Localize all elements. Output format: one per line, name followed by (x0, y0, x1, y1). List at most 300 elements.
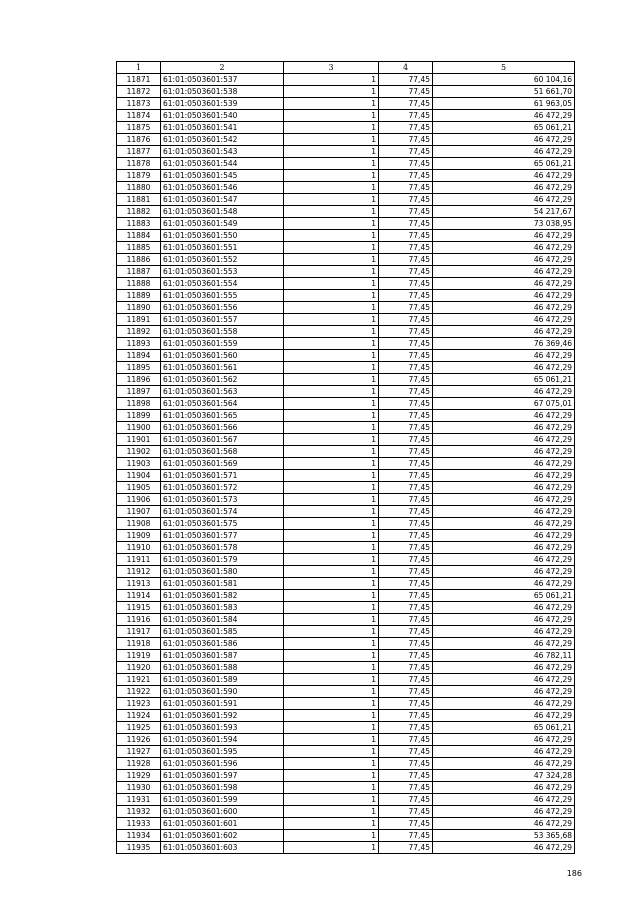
table-row (117, 770, 575, 782)
table-row (117, 98, 575, 110)
price-cell: 77,45 (379, 254, 433, 266)
row-number-cell: 11928 (117, 758, 161, 770)
table-row (117, 122, 575, 134)
cadastral-number-cell: 61:01:0503601:563 (161, 386, 284, 398)
cadastral-number-cell: 61:01:0503601:552 (161, 254, 284, 266)
price-cell: 77,45 (379, 326, 433, 338)
price-cell: 77,45 (379, 146, 433, 158)
quantity-cell: 1 (284, 122, 379, 134)
quantity-cell: 1 (284, 302, 379, 314)
table-row (117, 530, 575, 542)
quantity-cell: 1 (284, 674, 379, 686)
table-row (117, 710, 575, 722)
table-row (117, 326, 575, 338)
table-row (117, 794, 575, 806)
quantity-cell: 1 (284, 482, 379, 494)
quantity-cell: 1 (284, 758, 379, 770)
price-cell: 77,45 (379, 650, 433, 662)
row-number-cell: 11879 (117, 170, 161, 182)
quantity-cell: 1 (284, 158, 379, 170)
table-row (117, 206, 575, 218)
amount-cell: 46 472,29 (433, 614, 575, 626)
amount-cell: 46 472,29 (433, 662, 575, 674)
cadastral-number-cell: 61:01:0503601:543 (161, 146, 284, 158)
quantity-cell: 1 (284, 530, 379, 542)
quantity-cell: 1 (284, 626, 379, 638)
cadastral-number-cell: 61:01:0503601:603 (161, 842, 284, 854)
cadastral-number-cell: 61:01:0503601:593 (161, 722, 284, 734)
row-number-cell: 11903 (117, 458, 161, 470)
price-cell: 77,45 (379, 602, 433, 614)
row-number-cell: 11872 (117, 86, 161, 98)
cadastral-number-cell: 61:01:0503601:547 (161, 194, 284, 206)
row-number-cell: 11904 (117, 470, 161, 482)
table-row (117, 578, 575, 590)
table-row (117, 218, 575, 230)
amount-cell: 46 472,29 (433, 494, 575, 506)
cadastral-number-cell: 61:01:0503601:571 (161, 470, 284, 482)
price-cell: 77,45 (379, 830, 433, 842)
quantity-cell: 1 (284, 842, 379, 854)
quantity-cell: 1 (284, 566, 379, 578)
quantity-cell: 1 (284, 650, 379, 662)
amount-cell: 46 472,29 (433, 470, 575, 482)
amount-cell: 46 472,29 (433, 410, 575, 422)
amount-cell: 46 472,29 (433, 362, 575, 374)
amount-cell: 46 472,29 (433, 458, 575, 470)
quantity-cell: 1 (284, 386, 379, 398)
amount-cell: 46 472,29 (433, 602, 575, 614)
price-cell: 77,45 (379, 758, 433, 770)
cadastral-number-cell: 61:01:0503601:582 (161, 590, 284, 602)
row-number-cell: 11935 (117, 842, 161, 854)
cadastral-number-cell: 61:01:0503601:551 (161, 242, 284, 254)
quantity-cell: 1 (284, 266, 379, 278)
amount-cell: 65 061,21 (433, 722, 575, 734)
row-number-cell: 11881 (117, 194, 161, 206)
cadastral-number-cell: 61:01:0503601:586 (161, 638, 284, 650)
price-cell: 77,45 (379, 302, 433, 314)
quantity-cell: 1 (284, 194, 379, 206)
cadastral-number-cell: 61:01:0503601:584 (161, 614, 284, 626)
column-header-3: 3 (284, 62, 379, 74)
cadastral-number-cell: 61:01:0503601:565 (161, 410, 284, 422)
row-number-cell: 11874 (117, 110, 161, 122)
row-number-cell: 11917 (117, 626, 161, 638)
amount-cell: 46 472,29 (433, 758, 575, 770)
quantity-cell: 1 (284, 458, 379, 470)
row-number-cell: 11896 (117, 374, 161, 386)
amount-cell: 46 472,29 (433, 242, 575, 254)
cadastral-number-cell: 61:01:0503601:573 (161, 494, 284, 506)
table-row (117, 722, 575, 734)
cadastral-number-cell: 61:01:0503601:599 (161, 794, 284, 806)
row-number-cell: 11890 (117, 302, 161, 314)
table-row (117, 362, 575, 374)
table-row (117, 254, 575, 266)
row-number-cell: 11906 (117, 494, 161, 506)
row-number-cell: 11873 (117, 98, 161, 110)
quantity-cell: 1 (284, 602, 379, 614)
amount-cell: 46 472,29 (433, 290, 575, 302)
row-number-cell: 11930 (117, 782, 161, 794)
price-cell: 77,45 (379, 578, 433, 590)
quantity-cell: 1 (284, 98, 379, 110)
amount-cell: 46 472,29 (433, 326, 575, 338)
price-cell: 77,45 (379, 290, 433, 302)
cadastral-table (116, 61, 575, 854)
table-row (117, 110, 575, 122)
table-row (117, 758, 575, 770)
table-row (117, 506, 575, 518)
amount-cell: 46 472,29 (433, 686, 575, 698)
quantity-cell: 1 (284, 830, 379, 842)
price-cell: 77,45 (379, 674, 433, 686)
price-cell: 77,45 (379, 470, 433, 482)
price-cell: 77,45 (379, 638, 433, 650)
cadastral-number-cell: 61:01:0503601:600 (161, 806, 284, 818)
price-cell: 77,45 (379, 98, 433, 110)
row-number-cell: 11933 (117, 818, 161, 830)
cadastral-number-cell: 61:01:0503601:581 (161, 578, 284, 590)
amount-cell: 46 472,29 (433, 842, 575, 854)
quantity-cell: 1 (284, 734, 379, 746)
price-cell: 77,45 (379, 434, 433, 446)
quantity-cell: 1 (284, 434, 379, 446)
amount-cell: 46 472,29 (433, 146, 575, 158)
page-number: 186 (566, 869, 582, 878)
row-number-cell: 11880 (117, 182, 161, 194)
quantity-cell: 1 (284, 362, 379, 374)
row-number-cell: 11920 (117, 662, 161, 674)
amount-cell: 65 061,21 (433, 590, 575, 602)
price-cell: 77,45 (379, 722, 433, 734)
price-cell: 77,45 (379, 566, 433, 578)
quantity-cell: 1 (284, 746, 379, 758)
amount-cell: 47 324,28 (433, 770, 575, 782)
table-row (117, 446, 575, 458)
cadastral-number-cell: 61:01:0503601:544 (161, 158, 284, 170)
price-cell: 77,45 (379, 494, 433, 506)
cadastral-number-cell: 61:01:0503601:541 (161, 122, 284, 134)
table-row (117, 818, 575, 830)
price-cell: 77,45 (379, 818, 433, 830)
cadastral-number-cell: 61:01:0503601:580 (161, 566, 284, 578)
row-number-cell: 11899 (117, 410, 161, 422)
quantity-cell: 1 (284, 818, 379, 830)
quantity-cell: 1 (284, 218, 379, 230)
cadastral-number-cell: 61:01:0503601:585 (161, 626, 284, 638)
cadastral-number-cell: 61:01:0503601:578 (161, 542, 284, 554)
price-cell: 77,45 (379, 422, 433, 434)
cadastral-number-cell: 61:01:0503601:545 (161, 170, 284, 182)
row-number-cell: 11934 (117, 830, 161, 842)
amount-cell: 46 472,29 (433, 818, 575, 830)
table-row (117, 146, 575, 158)
row-number-cell: 11875 (117, 122, 161, 134)
quantity-cell: 1 (284, 542, 379, 554)
price-cell: 77,45 (379, 590, 433, 602)
price-cell: 77,45 (379, 338, 433, 350)
table-row (117, 350, 575, 362)
price-cell: 77,45 (379, 110, 433, 122)
table-row (117, 398, 575, 410)
column-header-4: 4 (379, 62, 433, 74)
amount-cell: 46 472,29 (433, 506, 575, 518)
cadastral-number-cell: 61:01:0503601:575 (161, 518, 284, 530)
cadastral-number-cell: 61:01:0503601:567 (161, 434, 284, 446)
cadastral-number-cell: 61:01:0503601:546 (161, 182, 284, 194)
cadastral-number-cell: 61:01:0503601:574 (161, 506, 284, 518)
table-row (117, 410, 575, 422)
row-number-cell: 11876 (117, 134, 161, 146)
table-row (117, 806, 575, 818)
table-row (117, 614, 575, 626)
quantity-cell: 1 (284, 374, 379, 386)
cadastral-number-cell: 61:01:0503601:602 (161, 830, 284, 842)
amount-cell: 46 472,29 (433, 638, 575, 650)
price-cell: 77,45 (379, 806, 433, 818)
price-cell: 77,45 (379, 86, 433, 98)
cadastral-number-cell: 61:01:0503601:590 (161, 686, 284, 698)
amount-cell: 46 472,29 (433, 674, 575, 686)
table-row (117, 650, 575, 662)
amount-cell: 46 782,11 (433, 650, 575, 662)
amount-cell: 46 472,29 (433, 530, 575, 542)
amount-cell: 46 472,29 (433, 578, 575, 590)
quantity-cell: 1 (284, 182, 379, 194)
cadastral-number-cell: 61:01:0503601:588 (161, 662, 284, 674)
table-row (117, 194, 575, 206)
row-number-cell: 11907 (117, 506, 161, 518)
amount-cell: 46 472,29 (433, 554, 575, 566)
table-row (117, 242, 575, 254)
price-cell: 77,45 (379, 530, 433, 542)
row-number-cell: 11929 (117, 770, 161, 782)
cadastral-number-cell: 61:01:0503601:542 (161, 134, 284, 146)
row-number-cell: 11878 (117, 158, 161, 170)
cadastral-number-cell: 61:01:0503601:601 (161, 818, 284, 830)
amount-cell: 65 061,21 (433, 374, 575, 386)
row-number-cell: 11885 (117, 242, 161, 254)
row-number-cell: 11931 (117, 794, 161, 806)
table-row (117, 422, 575, 434)
row-number-cell: 11910 (117, 542, 161, 554)
amount-cell: 61 963,05 (433, 98, 575, 110)
row-number-cell: 11915 (117, 602, 161, 614)
quantity-cell: 1 (284, 134, 379, 146)
row-number-cell: 11882 (117, 206, 161, 218)
amount-cell: 46 472,29 (433, 794, 575, 806)
quantity-cell: 1 (284, 230, 379, 242)
table-row (117, 74, 575, 86)
amount-cell: 46 472,29 (433, 422, 575, 434)
row-number-cell: 11922 (117, 686, 161, 698)
cadastral-number-cell: 61:01:0503601:559 (161, 338, 284, 350)
table-row (117, 290, 575, 302)
row-number-cell: 11871 (117, 74, 161, 86)
price-cell: 77,45 (379, 710, 433, 722)
cadastral-number-cell: 61:01:0503601:564 (161, 398, 284, 410)
table-row (117, 374, 575, 386)
table-row (117, 386, 575, 398)
cadastral-number-cell: 61:01:0503601:549 (161, 218, 284, 230)
quantity-cell: 1 (284, 422, 379, 434)
amount-cell: 46 472,29 (433, 806, 575, 818)
cadastral-number-cell: 61:01:0503601:572 (161, 482, 284, 494)
quantity-cell: 1 (284, 686, 379, 698)
row-number-cell: 11908 (117, 518, 161, 530)
quantity-cell: 1 (284, 74, 379, 86)
price-cell: 77,45 (379, 266, 433, 278)
quantity-cell: 1 (284, 590, 379, 602)
price-cell: 77,45 (379, 626, 433, 638)
table-row (117, 494, 575, 506)
header-row (117, 62, 575, 74)
amount-cell: 46 472,29 (433, 542, 575, 554)
amount-cell: 46 472,29 (433, 566, 575, 578)
price-cell: 77,45 (379, 698, 433, 710)
quantity-cell: 1 (284, 506, 379, 518)
amount-cell: 54 217,67 (433, 206, 575, 218)
cadastral-number-cell: 61:01:0503601:553 (161, 266, 284, 278)
table-row (117, 458, 575, 470)
table-row (117, 470, 575, 482)
row-number-cell: 11894 (117, 350, 161, 362)
quantity-cell: 1 (284, 338, 379, 350)
quantity-cell: 1 (284, 698, 379, 710)
amount-cell: 46 472,29 (433, 182, 575, 194)
row-number-cell: 11932 (117, 806, 161, 818)
cadastral-number-cell: 61:01:0503601:550 (161, 230, 284, 242)
quantity-cell: 1 (284, 110, 379, 122)
cadastral-number-cell: 61:01:0503601:591 (161, 698, 284, 710)
amount-cell: 46 472,29 (433, 278, 575, 290)
row-number-cell: 11883 (117, 218, 161, 230)
price-cell: 77,45 (379, 662, 433, 674)
table-row (117, 302, 575, 314)
table-row (117, 638, 575, 650)
table-row (117, 434, 575, 446)
table-row (117, 170, 575, 182)
amount-cell: 46 472,29 (433, 254, 575, 266)
column-header-1: 1 (117, 62, 161, 74)
price-cell: 77,45 (379, 74, 433, 86)
table-row (117, 338, 575, 350)
quantity-cell: 1 (284, 290, 379, 302)
cadastral-number-cell: 61:01:0503601:579 (161, 554, 284, 566)
quantity-cell: 1 (284, 446, 379, 458)
cadastral-table-container (116, 61, 575, 854)
amount-cell: 46 472,29 (433, 386, 575, 398)
table-row (117, 266, 575, 278)
price-cell: 77,45 (379, 410, 433, 422)
table-row (117, 554, 575, 566)
amount-cell: 65 061,21 (433, 122, 575, 134)
amount-cell: 46 472,29 (433, 266, 575, 278)
price-cell: 77,45 (379, 206, 433, 218)
cadastral-number-cell: 61:01:0503601:561 (161, 362, 284, 374)
quantity-cell: 1 (284, 410, 379, 422)
price-cell: 77,45 (379, 482, 433, 494)
quantity-cell: 1 (284, 794, 379, 806)
row-number-cell: 11926 (117, 734, 161, 746)
cadastral-number-cell: 61:01:0503601:556 (161, 302, 284, 314)
table-row (117, 566, 575, 578)
cadastral-number-cell: 61:01:0503601:583 (161, 602, 284, 614)
cadastral-number-cell: 61:01:0503601:539 (161, 98, 284, 110)
row-number-cell: 11901 (117, 434, 161, 446)
row-number-cell: 11893 (117, 338, 161, 350)
cadastral-number-cell: 61:01:0503601:595 (161, 746, 284, 758)
cadastral-number-cell: 61:01:0503601:548 (161, 206, 284, 218)
amount-cell: 67 075,01 (433, 398, 575, 410)
price-cell: 77,45 (379, 518, 433, 530)
cadastral-number-cell: 61:01:0503601:598 (161, 782, 284, 794)
price-cell: 77,45 (379, 770, 433, 782)
row-number-cell: 11900 (117, 422, 161, 434)
amount-cell: 65 061,21 (433, 158, 575, 170)
row-number-cell: 11916 (117, 614, 161, 626)
amount-cell: 73 038,95 (433, 218, 575, 230)
row-number-cell: 11898 (117, 398, 161, 410)
quantity-cell: 1 (284, 662, 379, 674)
quantity-cell: 1 (284, 206, 379, 218)
cadastral-number-cell: 61:01:0503601:568 (161, 446, 284, 458)
price-cell: 77,45 (379, 734, 433, 746)
price-cell: 77,45 (379, 686, 433, 698)
row-number-cell: 11889 (117, 290, 161, 302)
quantity-cell: 1 (284, 578, 379, 590)
table-row (117, 542, 575, 554)
price-cell: 77,45 (379, 218, 433, 230)
quantity-cell: 1 (284, 554, 379, 566)
row-number-cell: 11887 (117, 266, 161, 278)
price-cell: 77,45 (379, 362, 433, 374)
quantity-cell: 1 (284, 494, 379, 506)
cadastral-number-cell: 61:01:0503601:577 (161, 530, 284, 542)
quantity-cell: 1 (284, 638, 379, 650)
amount-cell: 46 472,29 (433, 170, 575, 182)
row-number-cell: 11911 (117, 554, 161, 566)
quantity-cell: 1 (284, 170, 379, 182)
row-number-cell: 11919 (117, 650, 161, 662)
amount-cell: 46 472,29 (433, 134, 575, 146)
table-row (117, 158, 575, 170)
cadastral-number-cell: 61:01:0503601:596 (161, 758, 284, 770)
column-header-2: 2 (161, 62, 284, 74)
amount-cell: 46 472,29 (433, 314, 575, 326)
row-number-cell: 11923 (117, 698, 161, 710)
table-row (117, 602, 575, 614)
cadastral-number-cell: 61:01:0503601:540 (161, 110, 284, 122)
cadastral-number-cell: 61:01:0503601:587 (161, 650, 284, 662)
cadastral-number-cell: 61:01:0503601:589 (161, 674, 284, 686)
quantity-cell: 1 (284, 770, 379, 782)
row-number-cell: 11914 (117, 590, 161, 602)
row-number-cell: 11909 (117, 530, 161, 542)
row-number-cell: 11888 (117, 278, 161, 290)
table-row (117, 482, 575, 494)
cadastral-number-cell: 61:01:0503601:558 (161, 326, 284, 338)
row-number-cell: 11897 (117, 386, 161, 398)
amount-cell: 46 472,29 (433, 482, 575, 494)
price-cell: 77,45 (379, 170, 433, 182)
row-number-cell: 11902 (117, 446, 161, 458)
cadastral-number-cell: 61:01:0503601:592 (161, 710, 284, 722)
amount-cell: 51 661,70 (433, 86, 575, 98)
price-cell: 77,45 (379, 242, 433, 254)
